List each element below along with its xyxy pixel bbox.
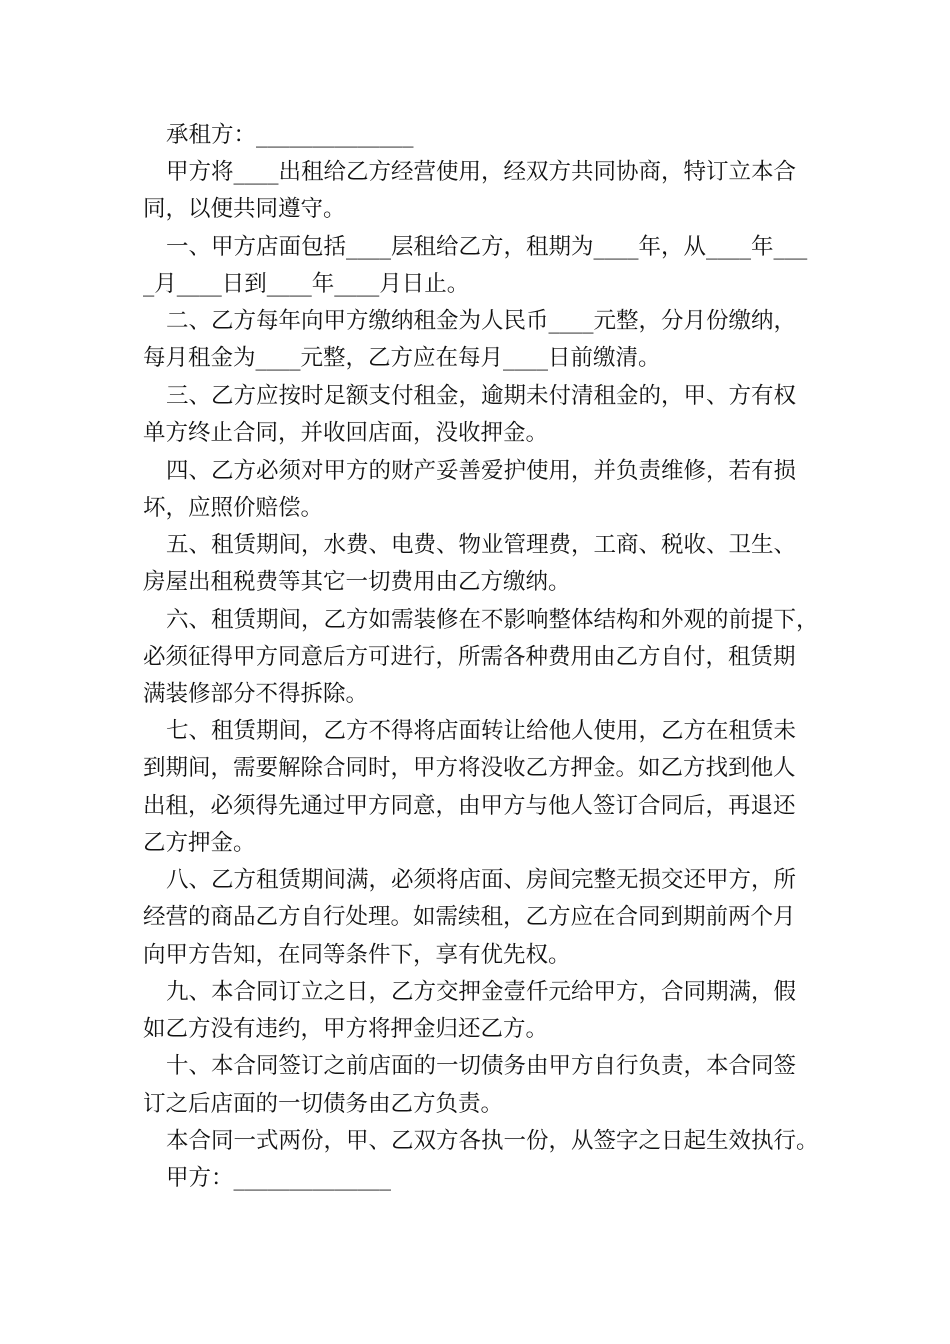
clause-9-line-2: 如乙方没有违约，甲方将押金归还乙方。 <box>143 1016 549 1042</box>
clause-9-line-1: 九、本合同订立之日，乙方交押金壹仟元给甲方，合同期满，假 <box>166 979 797 1005</box>
clause-8-line-2: 经营的商品乙方自行处理。如需续租，乙方应在合同到期前两个月 <box>143 904 796 930</box>
clause-7-line-4: 乙方押金。 <box>143 830 256 856</box>
clause-2-line-1: 二、乙方每年向甲方缴纳租金为人民币____元整，分月份缴纳， <box>166 308 797 334</box>
clause-6-line-2: 必须征得甲方同意后方可进行，所需各种费用由乙方自付，租赁期 <box>143 644 796 670</box>
clause-8-line-3: 向甲方告知，在同等条件下，享有优先权。 <box>143 942 571 968</box>
clause-6-line-1: 六、租赁期间，乙方如需装修在不影响整体结构和外观的前提下， <box>166 607 819 633</box>
landlord-signature-line: 甲方：______________ <box>166 1165 392 1191</box>
clause-7-line-3: 出租，必须得先通过甲方同意，由甲方与他人签订合同后，再退还 <box>143 793 796 819</box>
clause-2-line-2: 每月租金为____元整，乙方应在每月____日前缴清。 <box>143 345 661 371</box>
intro-line-1: 甲方将____出租给乙方经营使用，经双方共同协商，特订立本合 <box>166 159 797 185</box>
clause-8-line-1: 八、乙方租赁期间满，必须将店面、房间完整无损交还甲方，所 <box>166 867 797 893</box>
clause-7-line-1: 七、租赁期间，乙方不得将店面转让给他人使用，乙方在租赁未 <box>166 718 797 744</box>
clause-10-line-1: 十、本合同签订之前店面的一切债务由甲方自行负责，本合同签 <box>166 1053 797 1079</box>
closing-statement: 本合同一式两份，甲、乙双方各执一份，从签字之日起生效执行。 <box>166 1128 819 1154</box>
clause-7-line-2: 到期间，需要解除合同时，甲方将没收乙方押金。如乙方找到他人 <box>143 755 796 781</box>
clause-3-line-2: 单方终止合同，并收回店面，没收押金。 <box>143 420 549 446</box>
clause-3-line-1: 三、乙方应按时足额支付租金，逾期未付清租金的，甲、方有权 <box>166 383 797 409</box>
clause-1-line-1: 一、甲方店面包括____层租给乙方，租期为____年，从____年___ <box>166 234 808 260</box>
clause-5-line-1: 五、租赁期间，水费、电费、物业管理费，工商、税收、卫生、 <box>166 532 797 558</box>
tenant-signature-line: 承租方：______________ <box>166 122 414 148</box>
clause-6-line-3: 满装修部分不得拆除。 <box>143 681 369 707</box>
clause-1-line-2: _月____日到____年____月日止。 <box>143 271 470 297</box>
clause-4-line-1: 四、乙方必须对甲方的财产妥善爱护使用，并负责维修，若有损 <box>166 458 797 484</box>
clause-4-line-2: 坏，应照价赔偿。 <box>143 495 324 521</box>
clause-5-line-2: 房屋出租税费等其它一切费用由乙方缴纳。 <box>143 569 571 595</box>
clause-10-line-2: 订之后店面的一切债务由乙方负责。 <box>143 1091 504 1117</box>
intro-line-2: 同，以便共同遵守。 <box>143 196 346 222</box>
